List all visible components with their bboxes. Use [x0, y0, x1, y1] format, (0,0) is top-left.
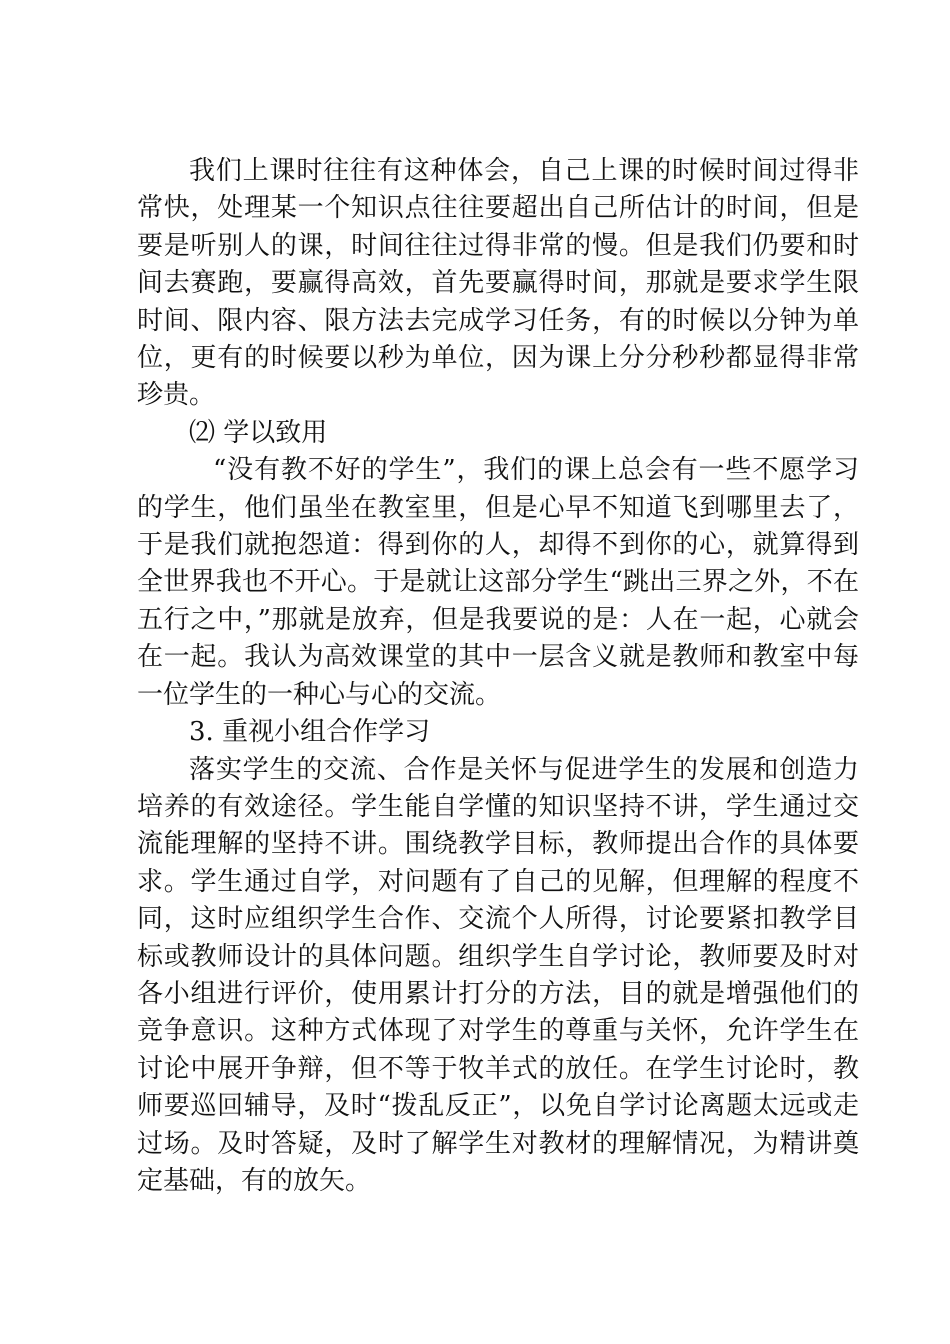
paragraph-every-student: “没有教不好的学生”，我们的课上总会有一些不愿学习的学生，他们虽坐在教室里，但是心早不知道飞到哪里去了，于是我们就抱怨道：得到你的人，却得不到你的心，就算得到全世界我也不开心。于是就让这部分学生“跳出三界之外，不在五行之中，”那就是放弃，但是我要说的是：人在一起，心就会在一起。我认为高效课堂的其中一层含义就是教师和教室中每一位学生的一种心与心的交流。 [137, 455, 859, 710]
paragraph-time-management: 我们上课时往往有这种体会，自己上课的时候时间过得非常快，处理某一个知识点往往要超出自己所估计的时间，但是要是听别人的课，时间往往过得非常的慢。但是我们仍要和时间去赛跑，要赢得高效，首先要赢得时间，那就是要求学生限时间、限内容、限方法去完成学习任务，有的时候以分钟为单位，更有的时候要以秒为单位，因为课上分分秒秒都显得非常珍贵。 [137, 156, 859, 411]
subheading-group-cooperation: 3. 重视小组合作学习 [189, 717, 431, 748]
document-body [137, 153, 859, 1200]
paragraph-group-cooperation: 落实学生的交流、合作是关怀与促进学生的发展和创造力培养的有效途径。学生能自学懂的知识坚持不讲，学生通过交流能理解的坚持不讲。围绕教学目标，教师提出合作的具体要求。学生通过自学，对问题有了自己的见解，但理解的程度不同，这时应组织学生合作、交流个人所得，讨论要紧扣教学目标或教师设计的具体问题。组织学生自学讨论，教师要及时对各小组进行评价，使用累计打分的方法，目的就是增强他们的竞争意识。这种方式体现了对学生的尊重与关怀，允许学生在讨论中展开争辩，但不等于牧羊式的放任。在学生讨论时，教师要巡回辅导，及时“拨乱反正”，以免自学讨论离题太远或走过场。及时答疑，及时了解学生对教材的理解情况，为精讲奠定基础，有的放矢。 [137, 754, 859, 1196]
subheading-learn-to-apply: ⑵ 学以致用 [189, 417, 328, 448]
